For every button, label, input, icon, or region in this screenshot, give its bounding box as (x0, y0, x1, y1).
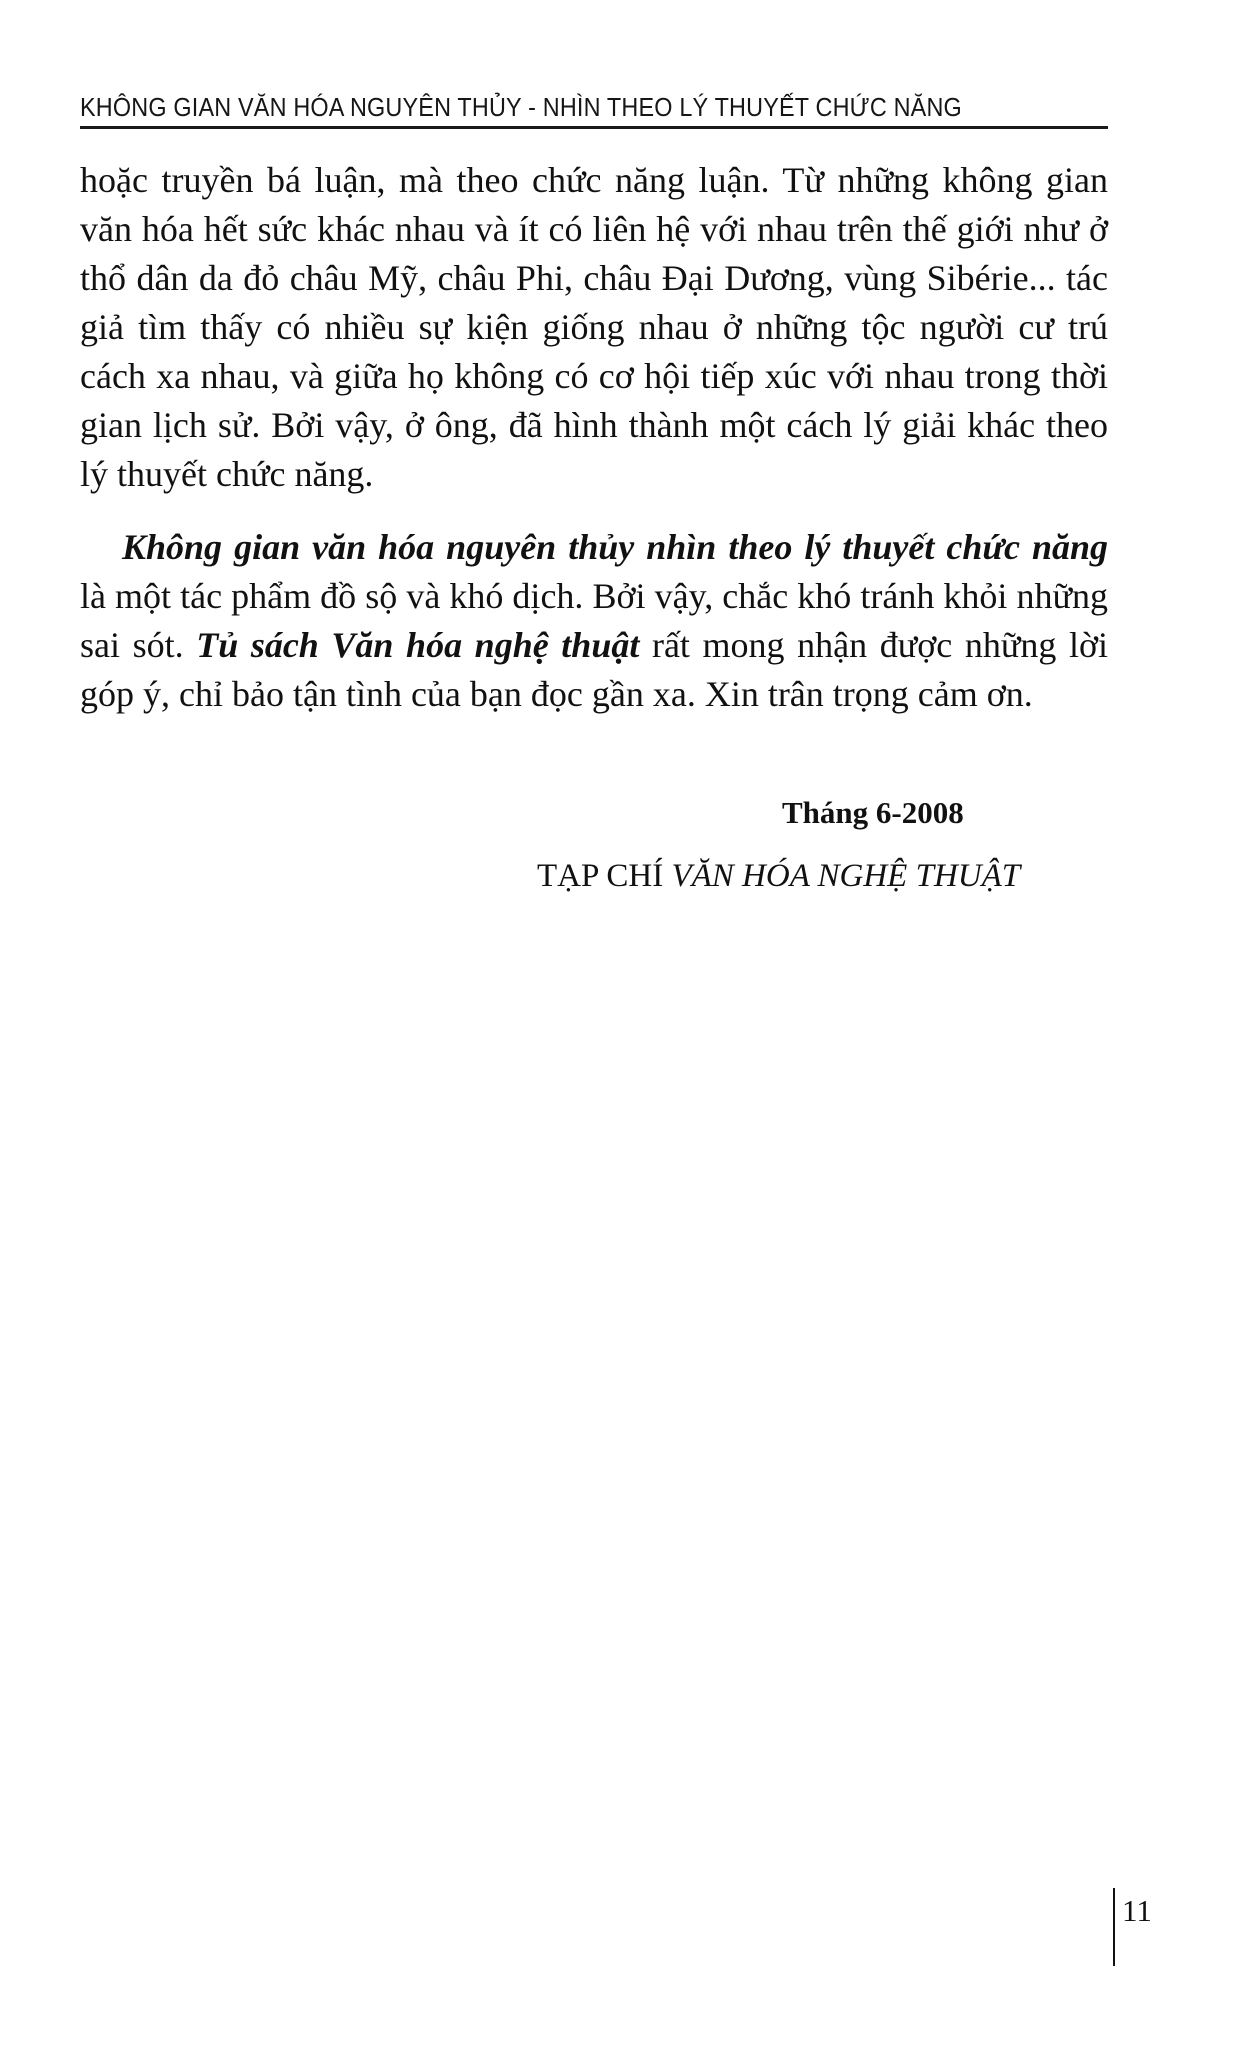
page-number-rule (1113, 1888, 1115, 1966)
paragraph-2 (80, 523, 1108, 719)
paragraph-2-text-b: rất mong nhận được những lời góp ý, chỉ bảo tận tình của bạn đọc gần xa. Xin trân trọng cảm ơn. (80, 625, 1108, 714)
header-rule (80, 126, 1108, 129)
running-header: KHÔNG GIAN VĂN HÓA NGUYÊN THỦY - NHÌN THEO LÝ THUYẾT CHỨC NĂNG (80, 92, 962, 122)
body-text (80, 156, 1108, 719)
signoff-org-prefix: TẠP CHÍ (537, 858, 672, 894)
paragraph-2-text-a: là một tác phẩm đồ sộ và khó dịch. Bởi vậy, chắc khó tránh khỏi những sai sót. (80, 576, 1108, 665)
page-number: 11 (1122, 1893, 1152, 1928)
book-title: Không gian văn hóa nguyên thủy nhìn theo lý thuyết chức năng (122, 527, 1108, 567)
signoff-org (537, 858, 1020, 895)
paragraph-1: hoặc truyền bá luận, mà theo chức năng luận. Từ những không gian văn hóa hết sức khác nhau và ít có liên hệ với nhau trên thế giới như ở thổ dân da đỏ châu Mỹ, châu Phi, châu Đại Dương, vùng Sibérie... tác giả tìm thấy có nhiều sự kiện giống nhau ở những tộc người cư trú cách xa nhau, và giữa họ không có cơ hội tiếp xúc với nhau trong thời gian lịch sử. Bởi vậy, ở ông, đã hình thành một cách lý giải khác theo lý thuyết chức năng. (80, 160, 1108, 494)
signoff-org-name: VĂN HÓA NGHỆ THUẬT (671, 858, 1021, 894)
series-name: Tủ sách Văn hóa nghệ thuật (196, 625, 640, 665)
signoff-date: Tháng 6-2008 (782, 795, 964, 830)
